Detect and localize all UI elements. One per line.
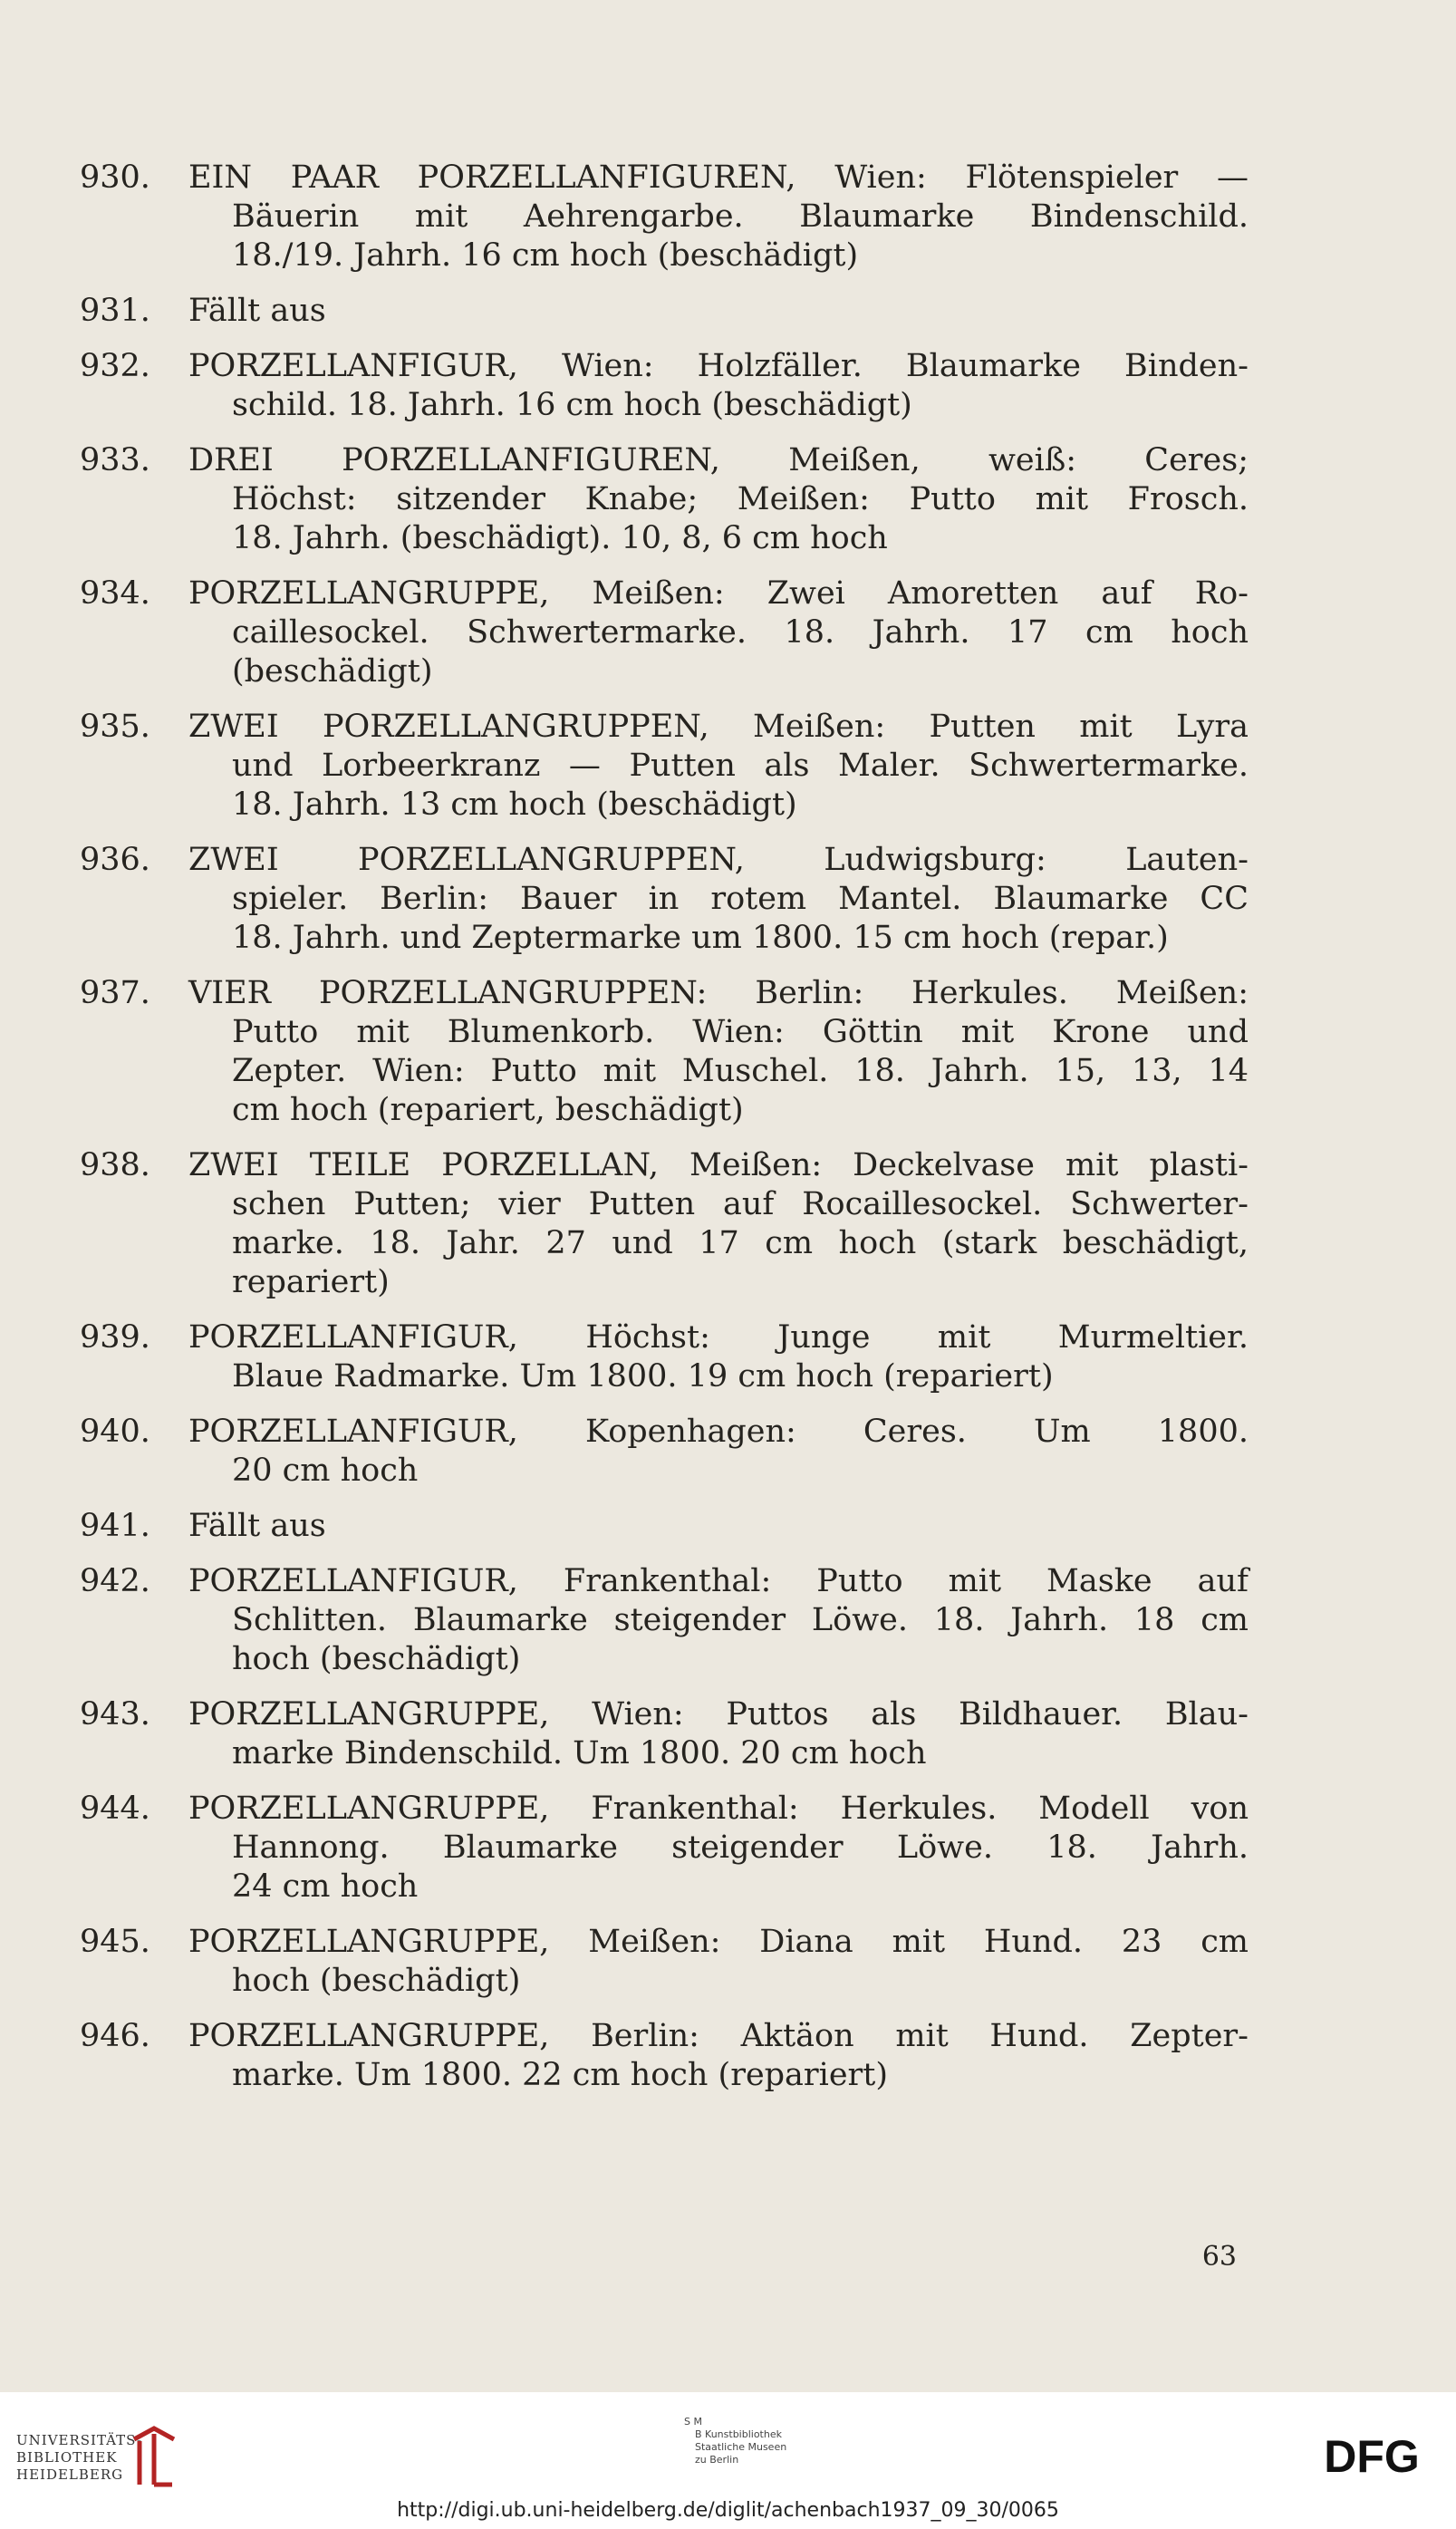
entry-line: 18. Jahrh. 13 cm hoch (beschädigt): [232, 787, 797, 823]
entry-line: EIN PAAR PORZELLANFIGUREN, Wien: Flötenspieler —: [188, 159, 1249, 196]
catalog-entry: [80, 708, 1249, 825]
sm-line: B Kunstbibliothek: [695, 2428, 782, 2440]
catalog-entry: [80, 441, 1249, 558]
entry-description: [188, 841, 1249, 958]
entry-line: VIER PORZELLANGRUPPEN: Berlin: Herkules. Meißen:: [188, 975, 1249, 1011]
entry-number: 934.: [80, 575, 150, 612]
entry-number: 930.: [80, 159, 150, 196]
library-name: [16, 2432, 142, 2484]
entry-description: [188, 708, 1249, 825]
entry-line: schen Putten; vier Putten auf Rocaillesockel. Schwerter-: [232, 1186, 1249, 1222]
entry-description: [188, 1413, 1249, 1491]
entry-number: 938.: [80, 1147, 150, 1183]
entry-line: marke Bindenschild. Um 1800. 20 cm hoch: [232, 1735, 927, 1771]
library-line: BIBLIOTHEK: [16, 2449, 118, 2466]
sm-line: Staatliche Museen: [695, 2441, 787, 2453]
entry-line: Höchst: sitzender Knabe; Meißen: Putto mit Frosch.: [232, 481, 1249, 517]
entry-description: [188, 1790, 1249, 1906]
entry-number: 933.: [80, 442, 150, 478]
entry-number: 940.: [80, 1414, 150, 1450]
entry-line: PORZELLANGRUPPE, Wien: Puttos als Bildhauer. Blau-: [188, 1696, 1249, 1733]
entry-line: ZWEI PORZELLANGRUPPEN, Meißen: Putten mit Lyra: [188, 709, 1249, 745]
entry-description: [188, 1695, 1249, 1773]
entry-description: [188, 2017, 1249, 2095]
entry-line: ZWEI PORZELLANGRUPPEN, Ludwigsburg: Lauten-: [188, 842, 1249, 878]
entry-line: marke. 18. Jahr. 27 und 17 cm hoch (stark beschädigt,: [232, 1225, 1249, 1261]
library-logo-icon: [127, 2421, 181, 2494]
entry-line: Fällt aus: [188, 293, 326, 329]
entry-line: schild. 18. Jahrh. 16 cm hoch (beschädigt): [232, 387, 912, 423]
library-line: HEIDELBERG: [16, 2466, 124, 2483]
entry-line: PORZELLANGRUPPE, Frankenthal: Herkules. Modell von: [188, 1791, 1249, 1827]
entry-line: PORZELLANGRUPPE, Berlin: Aktäon mit Hund. Zepter-: [188, 2018, 1249, 2054]
catalog-entry: [80, 1562, 1249, 1679]
entry-line: Putto mit Blumenkorb. Wien: Göttin mit Krone und: [232, 1014, 1249, 1050]
catalog-entry: [80, 1146, 1249, 1302]
catalog-entry: [80, 159, 1249, 275]
entry-description: [188, 159, 1249, 275]
catalog-entry: [80, 1790, 1249, 1906]
entry-line: PORZELLANFIGUR, Frankenthal: Putto mit Maske auf: [188, 1563, 1249, 1599]
entry-line: und Lorbeerkranz — Putten als Maler. Schwertermarke.: [232, 748, 1249, 784]
entry-number: 931.: [80, 293, 150, 329]
entry-description: [188, 1562, 1249, 1679]
sm-line: zu Berlin: [695, 2454, 739, 2466]
entry-line: Schlitten. Blaumarke steigender Löwe. 18. Jahrh. 18 cm: [232, 1602, 1249, 1638]
catalog-entry: [80, 1923, 1249, 2001]
entry-line: DREI PORZELLANFIGUREN, Meißen, weiß: Ceres;: [188, 442, 1249, 478]
entry-number: 936.: [80, 842, 150, 878]
catalog-entry: [80, 1413, 1249, 1491]
entry-number: 935.: [80, 709, 150, 745]
dfg-logo-icon: [1304, 2432, 1440, 2479]
entry-description: [188, 974, 1249, 1130]
entry-line: PORZELLANGRUPPE, Meißen: Zwei Amoretten auf Ro-: [188, 575, 1249, 612]
entry-line: hoch (beschädigt): [232, 1641, 521, 1677]
catalog-entry: [80, 574, 1249, 691]
sm-credit: [684, 2416, 786, 2466]
entry-description: [188, 1146, 1249, 1302]
catalog-entry: [80, 2017, 1249, 2095]
entry-number: 943.: [80, 1696, 150, 1733]
permalink-url[interactable]: http://digi.ub.uni-heidelberg.de/diglit/achenbach1937_09_30/0065: [397, 2499, 1059, 2522]
entry-line: Hannong. Blaumarke steigender Löwe. 18. Jahrh.: [232, 1829, 1249, 1866]
catalog-entry: [80, 841, 1249, 958]
page-number: 63: [1201, 2241, 1237, 2273]
entry-line: PORZELLANFIGUR, Kopenhagen: Ceres. Um 1800.: [188, 1414, 1249, 1450]
entry-description: [188, 441, 1249, 558]
entry-line: PORZELLANGRUPPE, Meißen: Diana mit Hund. 23 cm: [188, 1924, 1249, 1960]
catalog-entry: [80, 292, 1249, 331]
entry-line: caillesockel. Schwertermarke. 18. Jahrh. 17 cm hoch: [232, 614, 1249, 651]
entry-line: Zepter. Wien: Putto mit Muschel. 18. Jahrh. 15, 13, 14: [232, 1053, 1249, 1089]
entry-description: [188, 292, 1249, 331]
catalog-entry: [80, 1507, 1249, 1546]
entry-line: Fällt aus: [188, 1508, 326, 1544]
entry-number: 946.: [80, 2018, 150, 2054]
entry-line: 18. Jahrh. und Zeptermarke um 1800. 15 cm hoch (repar.): [232, 920, 1169, 956]
entry-description: [188, 1507, 1249, 1546]
entry-number: 932.: [80, 348, 150, 384]
entry-line: cm hoch (repariert, beschädigt): [232, 1092, 744, 1128]
entry-line: 18. Jahrh. (beschädigt). 10, 8, 6 cm hoch: [232, 520, 888, 556]
entry-line: spieler. Berlin: Bauer in rotem Mantel. Blaumarke CC: [232, 881, 1249, 917]
entry-description: [188, 1923, 1249, 2001]
entry-number: 945.: [80, 1924, 150, 1960]
catalog-entry: [80, 974, 1249, 1130]
entry-line: hoch (beschädigt): [232, 1963, 521, 1999]
entry-line: PORZELLANFIGUR, Höchst: Junge mit Murmeltier.: [188, 1319, 1249, 1356]
entry-line: ZWEI TEILE PORZELLAN, Meißen: Deckelvase mit plasti-: [188, 1147, 1249, 1183]
entry-number: 937.: [80, 975, 150, 1011]
entry-line: PORZELLANFIGUR, Wien: Holzfäller. Blaumarke Binden-: [188, 348, 1249, 384]
entry-line: 18./19. Jahrh. 16 cm hoch (beschädigt): [232, 237, 859, 274]
entry-line: repariert): [232, 1264, 390, 1300]
entry-number: 942.: [80, 1563, 150, 1599]
entry-number: 939.: [80, 1319, 150, 1356]
entry-line: 20 cm hoch: [232, 1453, 419, 1489]
entry-description: [188, 574, 1249, 691]
entry-description: [188, 347, 1249, 425]
catalog-entry: [80, 1318, 1249, 1396]
catalog-entries: [80, 159, 1249, 2111]
entry-line: (beschädigt): [232, 653, 433, 690]
catalog-entry: [80, 1695, 1249, 1773]
sm-line: S M: [684, 2416, 702, 2428]
dfg-logo-text: DFG: [1324, 2432, 1420, 2479]
entry-number: 944.: [80, 1791, 150, 1827]
entry-description: [188, 1318, 1249, 1396]
entry-line: Blaue Radmarke. Um 1800. 19 cm hoch (repariert): [232, 1358, 1054, 1395]
entry-number: 941.: [80, 1508, 150, 1544]
catalog-entry: [80, 347, 1249, 425]
entry-line: Bäuerin mit Aehrengarbe. Blaumarke Bindenschild.: [232, 198, 1249, 235]
library-line: UNIVERSITÄTS-: [16, 2432, 143, 2448]
digitization-footer: [0, 2392, 1456, 2529]
entry-line: marke. Um 1800. 22 cm hoch (repariert): [232, 2057, 889, 2093]
entry-line: 24 cm hoch: [232, 1868, 419, 1905]
